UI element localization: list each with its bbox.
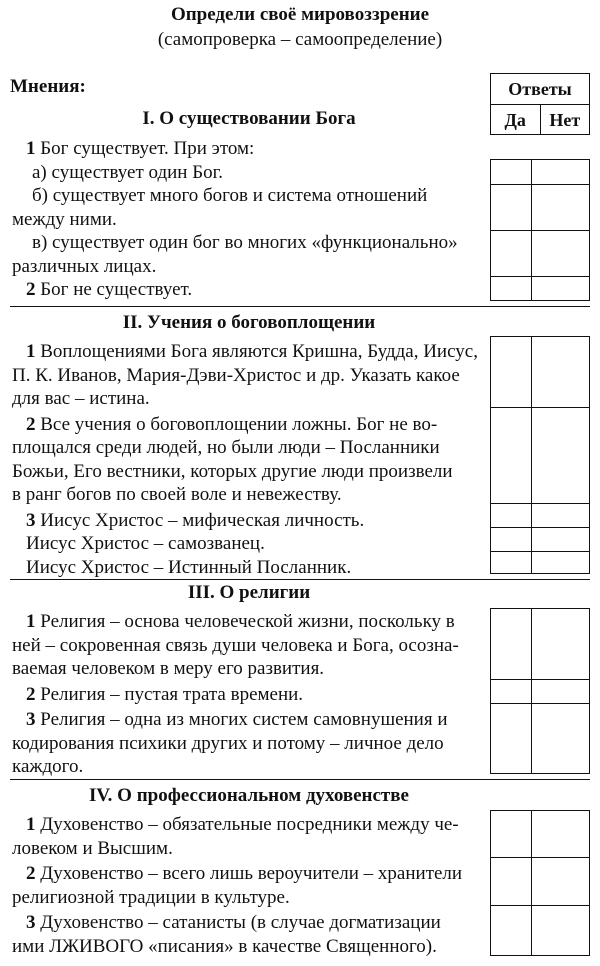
section-1-text: 1 Бог существует. При этом: а) существует один Бог. б) существует много богов и система отношений между ними. в) существует один бог во многих «функционально» различных лицах. 2 Бог не существует. [12, 138, 458, 300]
answer-box-section-1[interactable] [490, 159, 590, 301]
yes-column-label: Да [491, 105, 541, 135]
section-4-text: 1 Духовенство – обязательные посредники между че- ловеком и Высшим. 2 Духовенство – всего лишь вероучители – хранители религиозной традиции в культуре. 3 Духовенство – сатанисты (в случае догматизации ими ЛЖИВОГО «писания» в качестве Священного). [12, 814, 463, 957]
answer-box-section-4[interactable] [490, 810, 590, 956]
section-2-title: II. Учения о боговоплощении [122, 312, 376, 333]
page-title: Определи своё мировоззрение [170, 4, 430, 25]
section-divider [10, 579, 590, 580]
section-divider [10, 306, 590, 307]
answers-label: Ответы [491, 74, 589, 105]
no-column-label: Нет [549, 109, 581, 130]
answer-box-section-3[interactable] [490, 608, 590, 774]
section-3-text: 1 Религия – основа человеческой жизни, поскольку в ней – сокровенная связь души человека и Бога, осозна- ваемая человеком в меру его развития. 2 Религия – пустая трата времени. 3 Религия – одна из многих систем самовнушения и кодирования психики других и потому – личное дело каждого. [12, 611, 459, 777]
section-3-title: III. О религии [187, 582, 311, 603]
answer-box-section-2[interactable] [490, 336, 590, 574]
section-2-text: 1 Воплощениями Бога являются Кришна, Будда, Иисус, П. К. Иванов, Мария-Дэви-Христос и др. Указать какое для вас – истина. 2 Все учения о боговоплощении ложны. Бог не во- площался среди людей, но были люди – Посланники Божьи, Его вестники, которых другие люди произвели в ранг богов по своей воле и невежеству. 3 Иисус Христос – мифическая личность. Иисус Христос – самозванец. Иисус Христос – Истинный Посланник. [12, 341, 478, 578]
item-number: 1 [26, 138, 36, 159]
page-subtitle: (самопроверка – самоопределение) [157, 29, 443, 50]
section-4-title: IV. О профессиональном духовенстве [89, 785, 409, 806]
answers-header [490, 73, 590, 135]
opinions-label: Мнения: [10, 76, 86, 97]
section-1-title: I. О существовании Бога [142, 108, 356, 129]
section-divider [10, 779, 590, 780]
